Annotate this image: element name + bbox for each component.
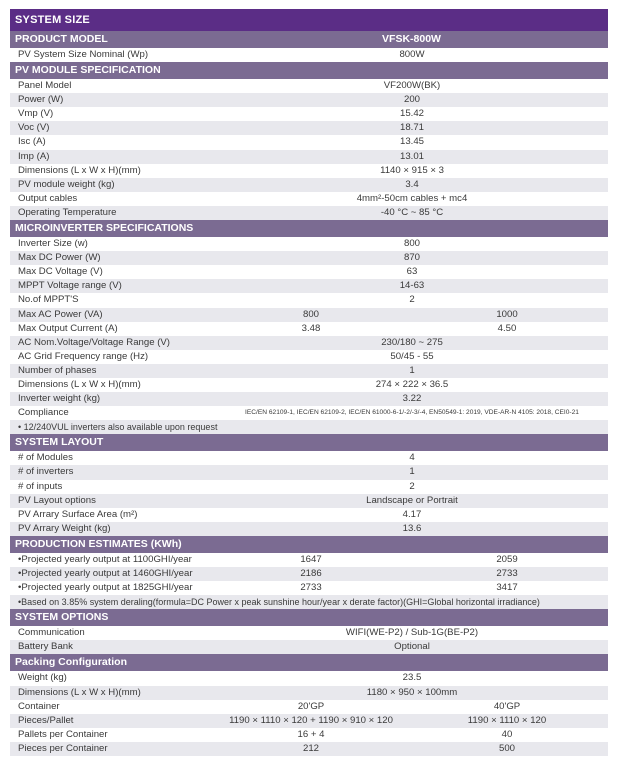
spec-label: Max Output Current (A)	[18, 322, 118, 334]
spec-row	[10, 251, 608, 265]
spec-value-b: 1000	[496, 308, 518, 320]
spec-label: PV Arrary Surface Area (m²)	[18, 508, 138, 520]
spec-label: Pallets per Container	[18, 728, 108, 740]
spec-value: VF200W(BK)	[383, 80, 441, 92]
spec-value: 1180 × 950 × 100mm	[366, 686, 458, 698]
spec-row	[10, 121, 608, 135]
spec-label: Dimensions (L x W x H)(mm)	[18, 164, 141, 176]
spec-value-a: 3.48	[301, 322, 321, 334]
note-row	[10, 595, 608, 609]
spec-label: Compliance	[18, 407, 69, 419]
section-header-label: SYSTEM LAYOUT	[15, 436, 104, 449]
section-header	[10, 434, 608, 451]
spec-label: Operating Temperature	[18, 206, 117, 218]
spec-value-b: 2059	[496, 553, 518, 565]
spec-value: 2	[409, 480, 415, 492]
spec-row	[10, 671, 608, 685]
spec-row	[10, 742, 608, 756]
spec-row	[10, 192, 608, 206]
spec-label: Communication	[18, 627, 85, 639]
spec-value: Landscape or Portrait	[366, 494, 458, 506]
spec-label: Max DC Power (W)	[18, 252, 101, 264]
spec-row	[10, 714, 608, 728]
section-header-label: PRODUCT MODEL	[15, 33, 108, 45]
spec-value-a: 2186	[300, 568, 322, 579]
spec-label: PV Layout options	[18, 494, 96, 506]
spec-value: WIFI(WE-P2) / Sub-1G(BE-P2)	[345, 627, 479, 639]
spec-label: •Projected yearly output at 1460GHI/year	[18, 568, 193, 579]
spec-label: Container	[18, 700, 60, 712]
section-header	[10, 220, 608, 237]
spec-value-a: 800	[302, 308, 319, 320]
spec-row	[10, 206, 608, 220]
spec-label: PV module weight (kg)	[18, 178, 115, 190]
spec-row	[10, 728, 608, 742]
spec-label: Dimensions (L x W x H)(mm)	[18, 686, 141, 698]
spec-label: # of inverters	[18, 466, 74, 478]
spec-label: Vmp (V)	[18, 108, 54, 120]
spec-value-a: 16 + 4	[297, 728, 325, 740]
spec-row	[10, 364, 608, 378]
spec-label: Battery Bank	[18, 641, 73, 653]
spec-value-small: IEC/EN 62109-1, IEC/EN 62109-2, IEC/EN 61000-6-1/-2/-3/-4, EN50549-1: 2019, VDE-AR-N 4105: 2018, CEI0-21	[245, 409, 579, 417]
spec-value: 2	[409, 294, 415, 306]
section-header	[10, 536, 608, 553]
spec-value-b: 40'GP	[493, 700, 521, 712]
spec-label: Power (W)	[18, 94, 64, 106]
section-header-label: MICROINVERTER SPECIFICATIONS	[15, 222, 194, 235]
spec-row	[10, 265, 608, 279]
spec-row	[10, 237, 608, 251]
spec-row	[10, 522, 608, 536]
spec-label: PV Arrary Weight (kg)	[18, 522, 111, 534]
spec-row	[10, 686, 608, 700]
spec-value-b: 40	[501, 728, 513, 740]
spec-label: PV System Size Nominal (Wp)	[18, 49, 149, 60]
spec-row	[10, 293, 608, 307]
section-header	[10, 609, 608, 626]
section-header	[10, 654, 608, 671]
spec-value: 13.6	[402, 522, 422, 534]
section-header-label: PRODUCTION ESTIMATES (KWh)	[15, 537, 182, 550]
section-header-label: Packing Configuration	[15, 656, 128, 669]
spec-value-b: 1190 × 1110 × 120	[467, 714, 547, 726]
spec-row	[10, 178, 608, 192]
spec-row	[10, 406, 608, 420]
note-text: •Based on 3.85% system deraling(formula=DC Power x peak sunshine hour/year x derate factor)(GHI=Global horizontal irradiance)	[18, 597, 540, 608]
spec-value: 4	[409, 452, 415, 464]
spec-label: Dimensions (L x W x H)(mm)	[18, 378, 141, 390]
spec-label: Output cables	[18, 192, 78, 204]
spec-label: Max AC Power (VA)	[18, 308, 103, 320]
spec-value: 3.22	[402, 393, 422, 405]
spec-row	[10, 164, 608, 178]
spec-row	[10, 135, 608, 149]
spec-label: # of inputs	[18, 480, 63, 492]
spec-value: 1140 × 915 × 3	[380, 164, 444, 176]
section-header	[10, 62, 608, 79]
spec-row	[10, 392, 608, 406]
spec-sheet	[10, 9, 608, 756]
spec-value: 800W	[399, 49, 425, 60]
spec-label: Voc (V)	[18, 122, 50, 134]
spec-label: Imp (A)	[18, 150, 50, 162]
spec-row	[10, 79, 608, 93]
spec-row	[10, 626, 608, 640]
spec-label: Max DC Voltage (V)	[18, 266, 103, 278]
spec-row	[10, 350, 608, 364]
spec-value: -40 °C ~ 85 °C	[380, 206, 444, 218]
spec-value: 274 × 222 × 36.5	[375, 378, 449, 390]
spec-value-a: 1647	[300, 553, 322, 565]
spec-row	[10, 494, 608, 508]
spec-value: 1	[409, 364, 415, 376]
spec-label: Pieces per Container	[18, 742, 108, 754]
spec-value-a: 212	[302, 742, 319, 754]
spec-row	[10, 279, 608, 293]
spec-row	[10, 567, 608, 581]
spec-value: 1	[409, 466, 415, 478]
spec-value-b: 3417	[496, 582, 518, 594]
spec-row	[10, 107, 608, 121]
spec-row	[10, 700, 608, 714]
section-header	[10, 31, 608, 48]
section-header-label: PV MODULE SPECIFICATION	[15, 64, 161, 77]
spec-value: 200	[403, 94, 420, 106]
spec-value: Optional	[394, 641, 430, 653]
spec-value: 50/45 - 55	[390, 350, 434, 362]
spec-value-b: 2733	[496, 568, 518, 579]
spec-value-b: 500	[498, 742, 515, 754]
spec-row	[10, 508, 608, 522]
spec-value: 13.01	[399, 150, 424, 162]
spec-value: 14-63	[399, 280, 425, 292]
spec-label: Inverter Size (w)	[18, 238, 88, 250]
section-header-value: VFSK-800W	[382, 33, 441, 45]
sheet-title: SYSTEM SIZE	[10, 9, 608, 31]
spec-label: AC Grid Frequency range (Hz)	[18, 350, 149, 362]
section-header-label: SYSTEM OPTIONS	[15, 611, 109, 624]
note-row	[10, 420, 608, 434]
spec-label: AC Nom.Voltage/Voltage Range (V)	[18, 336, 170, 348]
spec-value: 63	[406, 266, 418, 278]
spec-value: 4.17	[402, 508, 422, 520]
spec-label: Number of phases	[18, 364, 97, 376]
spec-row	[10, 465, 608, 479]
spec-row	[10, 150, 608, 164]
spec-value-b: 4.50	[497, 322, 517, 334]
spec-value-a: 1190 × 1110 × 120 + 1190 × 910 × 120	[229, 714, 393, 726]
spec-value: 230/180 ~ 275	[381, 336, 443, 348]
spec-row	[10, 336, 608, 350]
spec-row	[10, 322, 608, 336]
spec-row	[10, 581, 608, 595]
spec-row	[10, 553, 608, 567]
spec-label: Weight (kg)	[18, 672, 67, 684]
spec-value-a: 2733	[300, 582, 322, 594]
spec-label: MPPT Voltage range (V)	[18, 280, 122, 292]
spec-label: Isc (A)	[18, 136, 46, 148]
spec-row	[10, 93, 608, 107]
spec-value: 4mm²-50cm cables + mc4	[356, 192, 468, 204]
spec-row	[10, 378, 608, 392]
spec-value: 23.5	[402, 672, 422, 684]
spec-value: 800	[403, 238, 420, 250]
note-text: • 12/240VUL inverters also available upon request	[18, 422, 218, 433]
spec-row	[10, 451, 608, 465]
spec-label: Pieces/Pallet	[18, 714, 74, 726]
spec-label: Inverter weight (kg)	[18, 393, 101, 405]
spec-value: 870	[403, 252, 420, 264]
spec-value: 3.4	[405, 178, 419, 190]
spec-row	[10, 640, 608, 654]
spec-label: No.of MPPT'S	[18, 294, 79, 306]
spec-row	[10, 48, 608, 62]
spec-row	[10, 480, 608, 494]
spec-label: # of Modules	[18, 452, 73, 464]
spec-value: 18.71	[399, 122, 424, 134]
spec-label: Panel Model	[18, 80, 72, 92]
spec-value: 13.45	[399, 136, 424, 148]
spec-value: 15.42	[399, 108, 424, 120]
spec-row	[10, 308, 608, 322]
spec-sections	[10, 31, 608, 756]
spec-label: •Projected yearly output at 1100GHI/year	[18, 553, 192, 565]
spec-value-a: 20'GP	[297, 700, 325, 712]
spec-label: •Projected yearly output at 1825GHI/year	[18, 582, 193, 594]
